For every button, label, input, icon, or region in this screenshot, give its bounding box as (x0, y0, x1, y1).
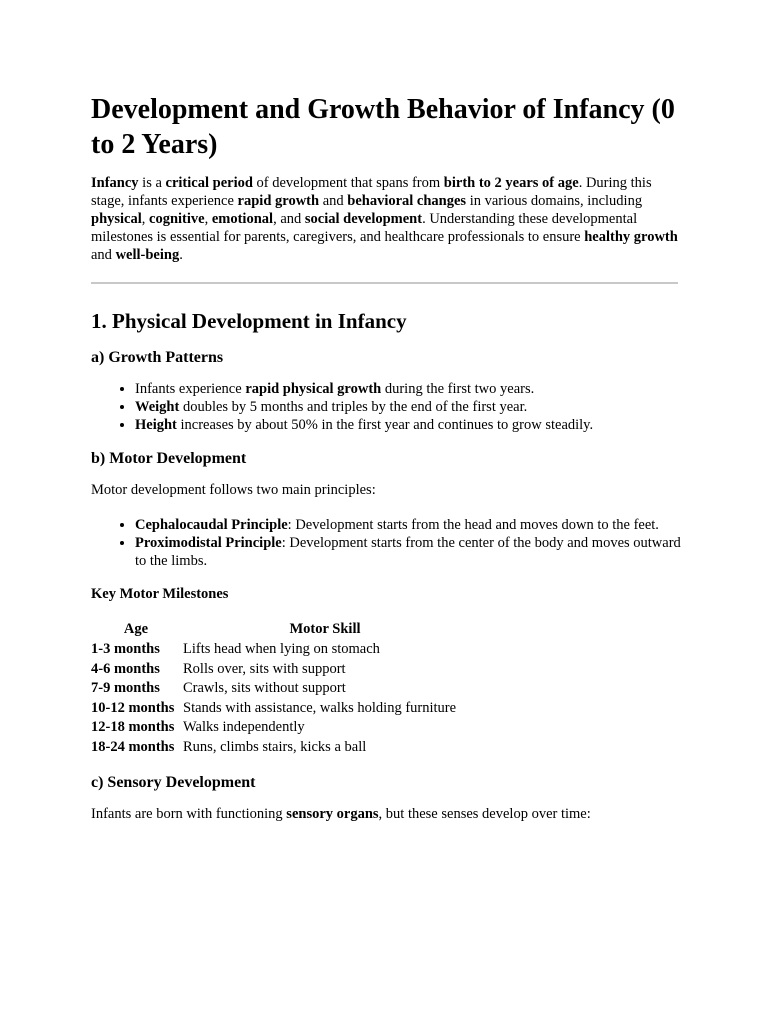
table-row (91, 640, 469, 660)
intro-paragraph: Infancy is a critical period of development that spans from birth to 2 years of age. During this stage, infants experience rapid growth and behavioral changes in various domains, including physical, cognitive, emotional, and social development. Understanding these developmental milestones is essential for parents, caregivers, and healthcare professionals to ensure healthy growth and well-being. (91, 175, 678, 263)
age-cell: 18-24 months (91, 738, 175, 755)
bold-text: Height (135, 417, 177, 433)
age-cell: 1-3 months (91, 641, 160, 657)
section-heading-physical-development: 1. Physical Development in Infancy (91, 309, 407, 333)
bold-text: rapid physical growth (245, 381, 382, 397)
bold-text: rapid growth (237, 193, 320, 209)
motor-principles-list (91, 516, 681, 570)
motor-skill-cell: Walks independently (183, 719, 305, 736)
bold-text: Infancy (91, 175, 139, 191)
age-cell: 4-6 months (91, 660, 160, 677)
bold-text: physical (91, 211, 142, 227)
bold-text: Weight (135, 399, 180, 415)
motor-skill-cell: Crawls, sits without support (183, 680, 346, 697)
bold-text: well-being (115, 247, 180, 263)
growth-patterns-list (91, 380, 681, 434)
key-motor-milestones-heading: Key Motor Milestones (91, 586, 229, 602)
bold-text: sensory organs (286, 805, 379, 822)
subsection-heading-motor-development: b) Motor Development (91, 450, 247, 467)
motor-milestones-table (91, 620, 469, 758)
subsection-heading-growth-patterns: a) Growth Patterns (91, 349, 224, 366)
bold-text: birth to 2 years of age (443, 175, 579, 191)
horizontal-divider (91, 282, 678, 284)
bold-text: cognitive (149, 211, 205, 227)
list-item: • Infants experience rapid physical growth during the first two years. (135, 380, 681, 398)
column-header-age: Age (123, 621, 149, 637)
motor-skill-cell: Rolls over, sits with support (183, 660, 346, 677)
motor-development-intro: Motor development follows two main principles: (91, 482, 376, 498)
sensory-development-intro: Infants are born with functioning sensory organs, but these senses develop over time: (91, 805, 591, 822)
table-row (91, 699, 469, 719)
bold-text: Proximodistal Principle (135, 535, 282, 551)
motor-skill-cell: Runs, climbs stairs, kicks a ball (183, 738, 367, 755)
list-item: • Height increases by about 50% in the first year and continues to grow steadily. (135, 416, 681, 434)
table-row (91, 738, 469, 758)
table-row (91, 660, 469, 680)
list-item: • Proximodistal Principle: Development starts from the center of the body and moves outward to the limbs. (135, 534, 681, 570)
bold-text: emotional (211, 211, 274, 227)
page-title: Development and Growth Behavior of Infancy (0 to 2 Years) (91, 94, 675, 160)
table-header-row (91, 620, 469, 640)
column-header-motor-skill: Motor Skill (289, 621, 361, 637)
age-cell: 10-12 months (91, 699, 175, 716)
list-item: • Weight doubles by 5 months and triples by the end of the first year. (135, 398, 681, 416)
bold-text: Cephalocaudal Principle (135, 517, 288, 533)
age-cell: 7-9 months (91, 680, 160, 697)
list-item: • Cephalocaudal Principle: Development starts from the head and moves down to the feet. (135, 516, 681, 534)
bold-text: social development (304, 211, 423, 227)
bold-text: healthy growth (584, 229, 678, 245)
document-content (91, 92, 681, 840)
table-row (91, 718, 469, 738)
motor-skill-cell: Lifts head when lying on stomach (183, 641, 380, 657)
age-cell: 12-18 months (91, 719, 175, 736)
motor-skill-cell: Stands with assistance, walks holding furniture (183, 699, 457, 716)
bold-text: critical period (165, 175, 253, 191)
table-row (91, 679, 469, 699)
subsection-heading-sensory-development: c) Sensory Development (91, 773, 256, 791)
bold-text: behavioral changes (347, 193, 467, 209)
